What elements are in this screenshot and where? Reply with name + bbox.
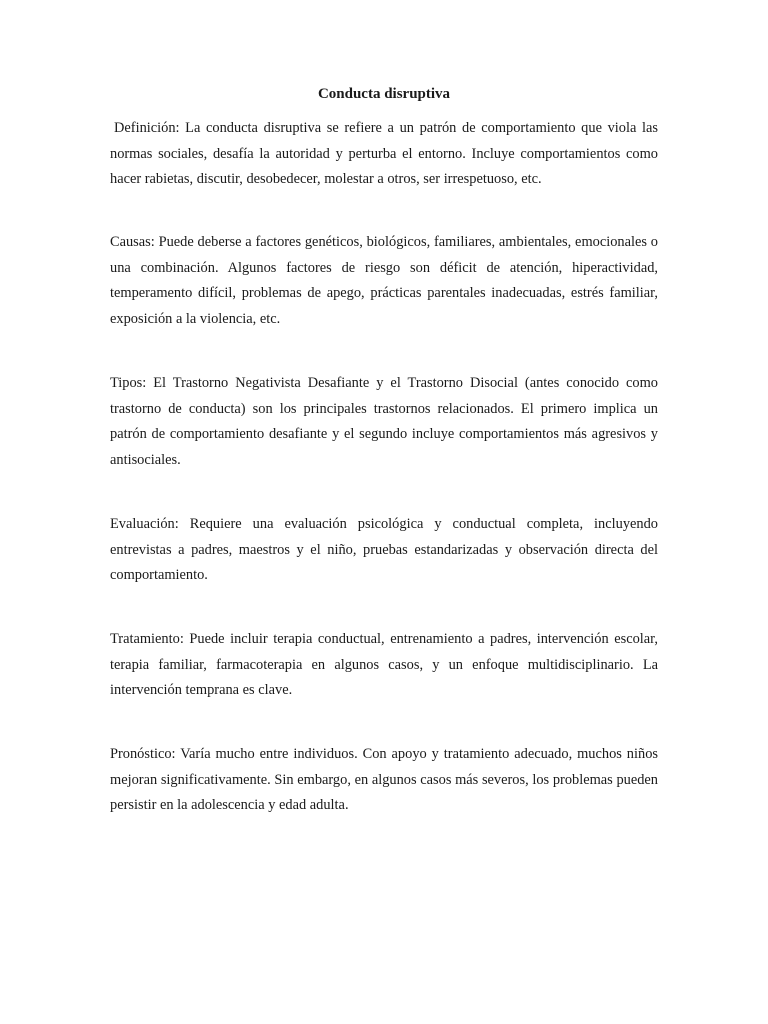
paragraph-tratamiento: Tratamiento: Puede incluir terapia conductual, entrenamiento a padres, intervención escolar, terapia familiar, farmacoterapia en algunos casos, y un enfoque multidisciplinario. La intervención temprana es clave.	[110, 631, 658, 698]
document-title: Conducta disruptiva	[317, 86, 451, 102]
paragraph-definicion: Definición: La conducta disruptiva se refiere a un patrón de comportamiento que viola las normas sociales, desafía la autoridad y perturba el entorno. Incluye comportamientos como hacer rabietas, discutir, desobedecer, molestar a otros, ser irrespetuoso, etc.	[110, 120, 658, 187]
paragraph-tipos: Tipos: El Trastorno Negativista Desafiante y el Trastorno Disocial (antes conocido como trastorno de conducta) son los principales trastornos relacionados. El primero implica un patrón de comportamiento desafiante y el segundo incluye comportamientos más agresivos y antisociales.	[110, 375, 658, 468]
paragraph-causas: Causas: Puede deberse a factores genéticos, biológicos, familiares, ambientales, emocionales o una combinación. Algunos factores de riesgo son déficit de atención, hiperactividad, temperamento difícil, problemas de apego, prácticas parentales inadecuadas, estrés familiar, exposición a la violencia, etc.	[110, 234, 658, 327]
paragraph-evaluacion: Evaluación: Requiere una evaluación psicológica y conductual completa, incluyendo entrevistas a padres, maestros y el niño, pruebas estandarizadas y observación directa del comportamiento.	[110, 516, 658, 583]
paragraph-pronostico: Pronóstico: Varía mucho entre individuos. Con apoyo y tratamiento adecuado, muchos niños mejoran significativamente. Sin embargo, en algunos casos más severos, los problemas pueden persistir en la adolescencia y edad adulta.	[110, 746, 658, 813]
